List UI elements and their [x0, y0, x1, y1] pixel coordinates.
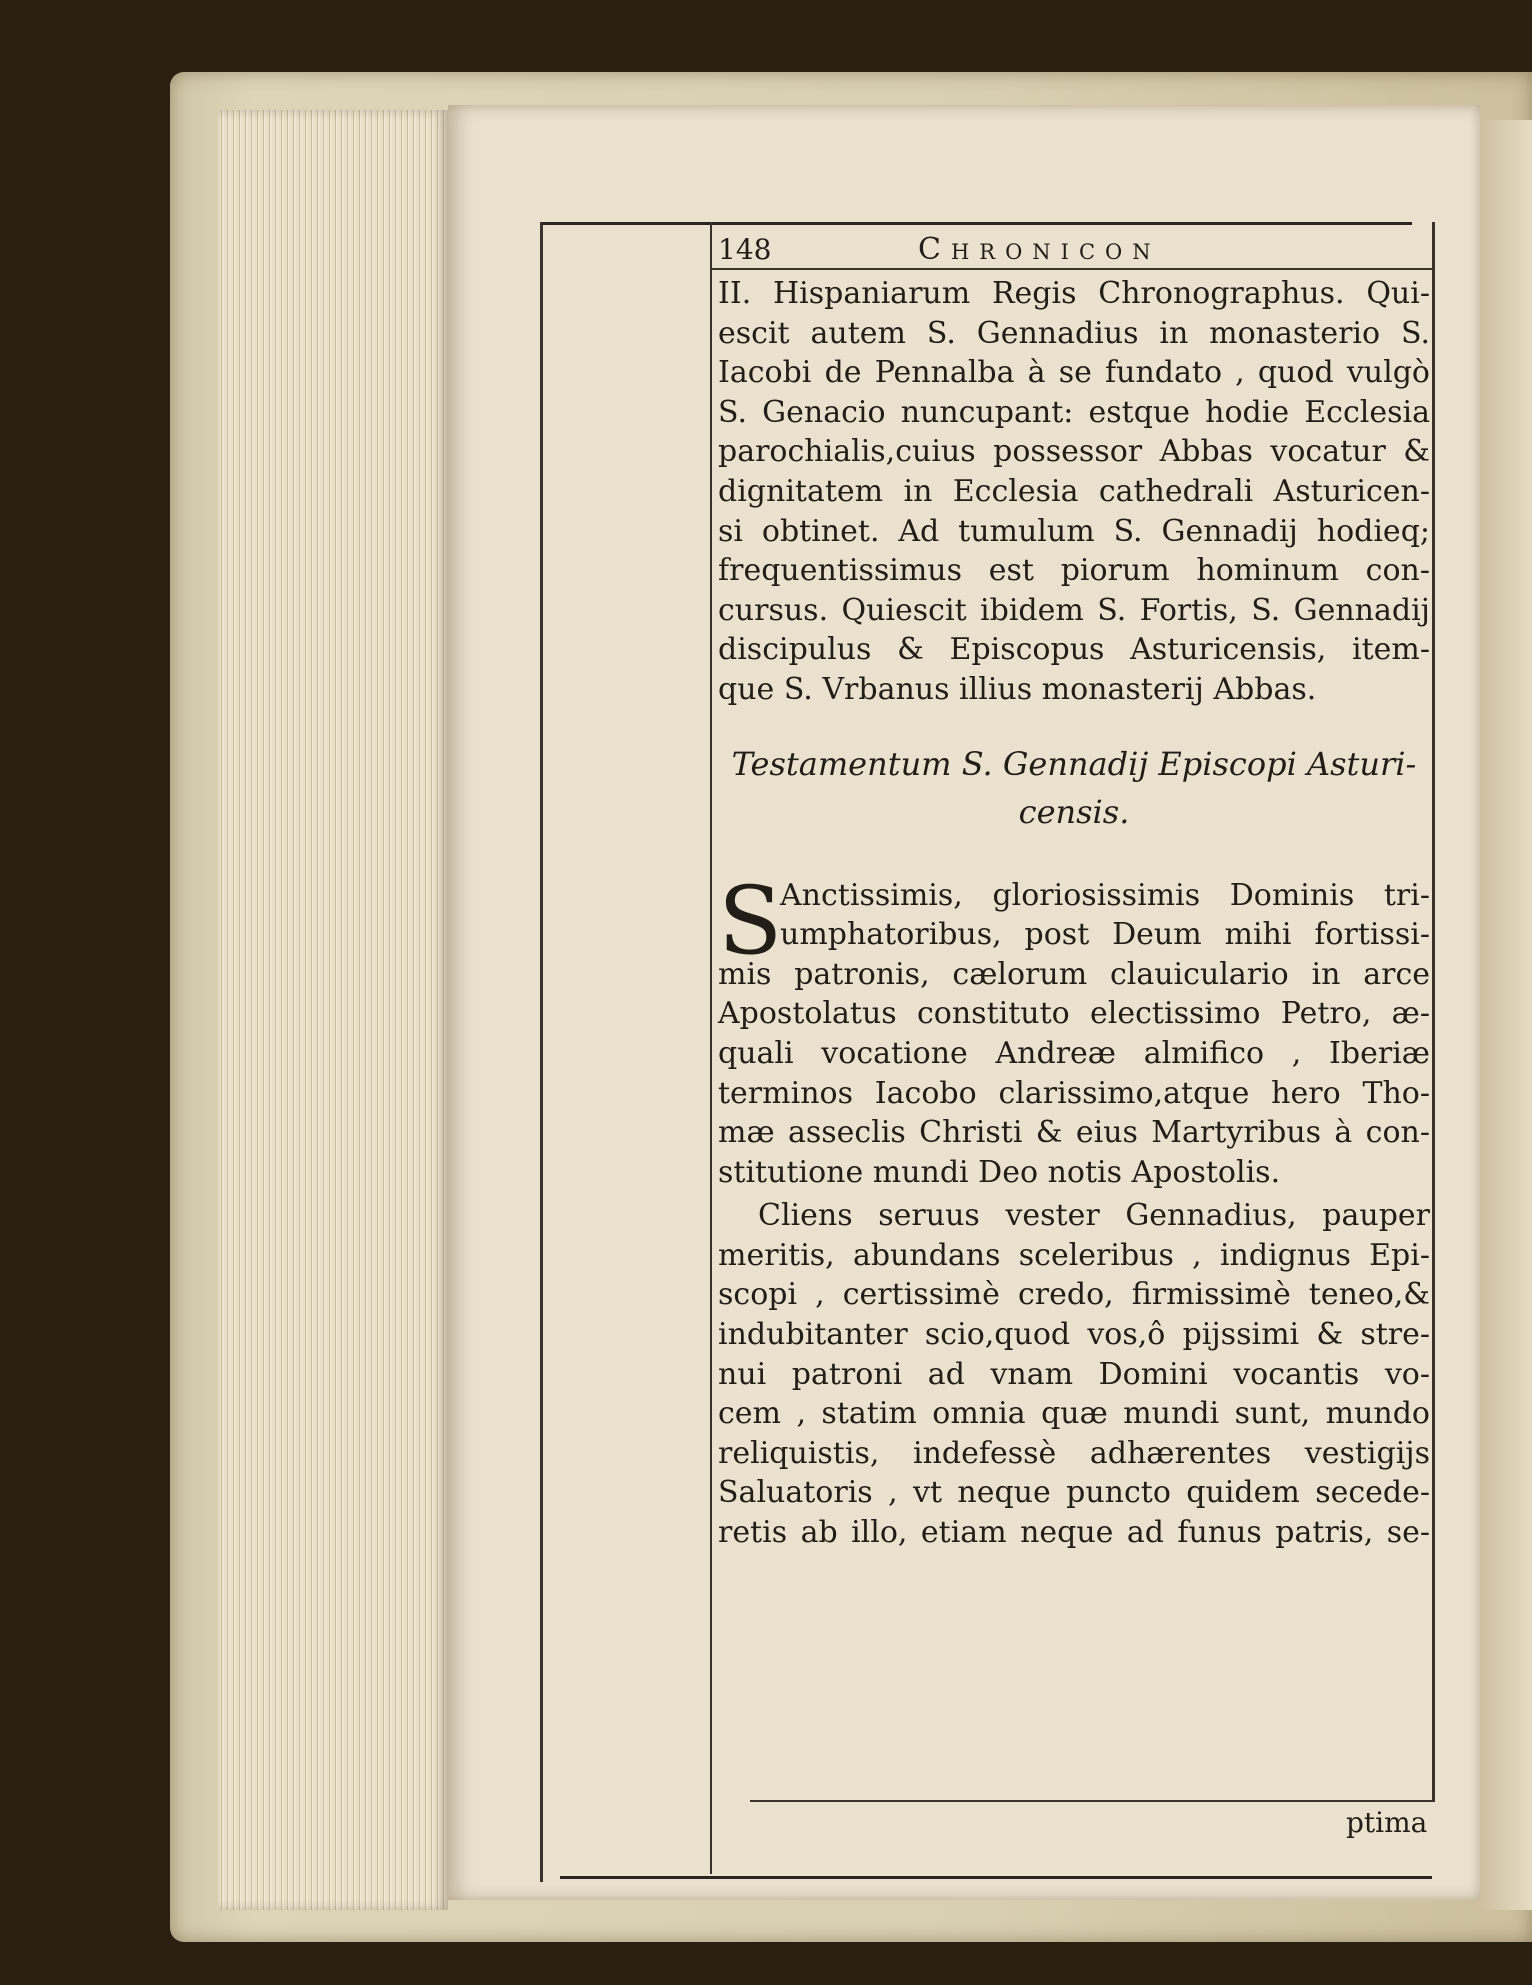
frame-rule-left [540, 222, 543, 1882]
text-line: que S. Vrbanus illius monasterij Abbas. [718, 671, 1317, 707]
text-line: reliquistis, indefessè adhærentes vestigijs [718, 1435, 1430, 1471]
text-line: II. Hispaniarum Regis Chronographus. Qui- [718, 276, 1430, 311]
drop-cap: S [718, 866, 783, 976]
text-line: umphatoribus, post Deum mihi fortissi- [780, 917, 1430, 953]
text-line: discipulus & Episcopus Asturicensis, item- [718, 632, 1430, 668]
facing-page-edge [1478, 120, 1532, 1910]
page-edges [218, 110, 448, 1910]
text-line: meritis, abundans sceleribus , indignus Epi- [718, 1237, 1430, 1273]
section-title-line: Testamentum S. Gennadij Episcopi Asturi- [731, 744, 1417, 783]
text-line: dignitatem in Ecclesia cathedrali Asturicen- [718, 473, 1430, 509]
page-header [718, 232, 1430, 268]
frame-rule-bottom [560, 1876, 1432, 1879]
text-line: quali vocatione Andreæ almifico , Iberiæ [718, 1035, 1430, 1071]
frame-rule-right [1432, 222, 1435, 1802]
section-title-line: censis. [1018, 792, 1130, 831]
text-block [718, 232, 1430, 1553]
text-line: mis patronis, cælorum clauiculario in arce [718, 956, 1430, 992]
text-line: Saluatoris , vt neque puncto quidem secede- [718, 1475, 1430, 1511]
text-line: retis ab illo, etiam neque ad funus patris, se- [718, 1515, 1430, 1551]
text-line: Anctissimis, gloriosissimis Dominis tri- [780, 877, 1430, 913]
text-line: stitutione mundi Deo notis Apostolis. [718, 1154, 1281, 1190]
text-line: scopi , certissimè credo, firmissimè teneo,& [718, 1277, 1430, 1313]
paragraph-2-body [718, 866, 1430, 1193]
text-line: Apostolatus constituto electissimo Petro, æ- [718, 996, 1430, 1032]
text-line: si obtinet. Ad tumulum S. Gennadij hodieq; [718, 513, 1430, 549]
text-line: escit autem S. Gennadius in monasterio S. [718, 315, 1430, 351]
text-line: indubitanter scio,quod vos,ô pijssimi & stre- [718, 1317, 1430, 1353]
text-line: mæ asseclis Christi & eius Martyribus à con- [718, 1115, 1430, 1151]
running-title: Chronicon [918, 232, 1161, 267]
catchword: ptima [1346, 1806, 1428, 1839]
frame-rule-top [540, 222, 1412, 225]
text-line: Cliens seruus vester Gennadius, pauper [758, 1198, 1430, 1234]
text-line: cem , statim omnia quæ mundi sunt, mundo [718, 1396, 1430, 1432]
section-title [718, 740, 1430, 836]
page-number: 148 [718, 233, 772, 266]
paragraph-2 [718, 866, 1430, 1193]
text-line: cursus. Quiescit ibidem S. Fortis, S. Gennadij [718, 592, 1430, 628]
text-line: parochialis,cuius possessor Abbas vocatur & [718, 434, 1430, 470]
text-line: nui patroni ad vnam Domini vocantis vo- [718, 1356, 1430, 1392]
text-line: S. Genacio nuncupant: estque hodie Ecclesia [718, 394, 1430, 430]
paragraph-3 [718, 1196, 1430, 1552]
margin-rule [710, 222, 712, 1874]
text-line: Iacobi de Pennalba à se fundato , quod vulgò [718, 355, 1430, 391]
frame-rule-foot [750, 1800, 1432, 1802]
paragraph-1 [718, 274, 1430, 710]
text-line: terminos Iacobo clarissimo,atque hero Tho- [718, 1075, 1430, 1111]
text-line: frequentissimus est piorum hominum con- [718, 553, 1430, 589]
